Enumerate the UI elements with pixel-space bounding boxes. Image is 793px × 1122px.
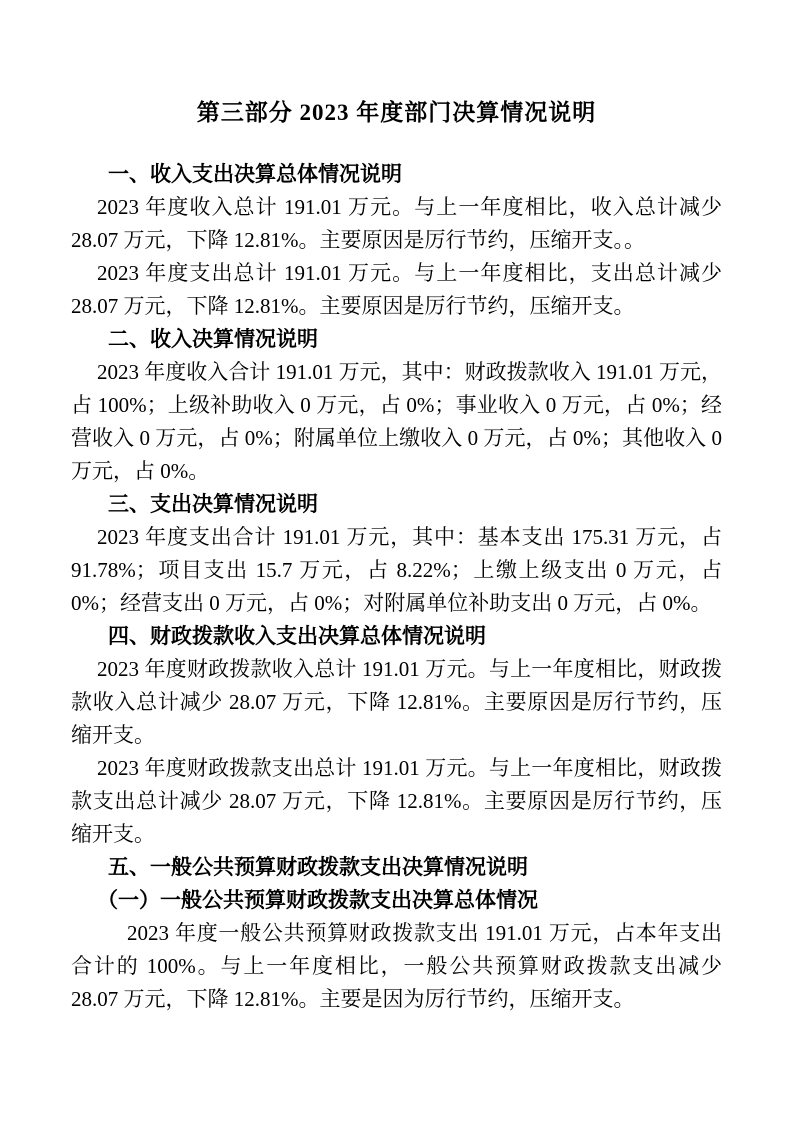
section-fiscal-appropriation-overview [71, 620, 722, 851]
section-general-public-budget [71, 851, 722, 1016]
paragraph-income-breakdown: 2023 年度收入合计 191.01 万元，其中：财政拨款收入 191.01 万元，占 100%；上级补助收入 0 万元，占 0%；事业收入 0 万元，占 0%；经营收入 0 万元，占 0%；附属单位上缴收入 0 万元，占 0%；其他收入 0 万元，占 0%。 [71, 360, 722, 483]
section-heading: 一、收入支出决算总体情况说明 [108, 162, 402, 186]
document-title: 第三部分 2023 年度部门决算情况说明 [196, 100, 597, 125]
section-heading: 二、收入决算情况说明 [108, 327, 318, 351]
paragraph-total-income: 2023 年度收入总计 191.01 万元。与上一年度相比，收入总计减少 28.07 万元，下降 12.81%。主要原因是厉行节约，压缩开支。。 [71, 195, 722, 252]
section-expenditure-final-accounts [71, 488, 722, 620]
section-heading: 四、财政拨款收入支出决算总体情况说明 [108, 624, 486, 648]
section-subheading: （一）一般公共预算财政拨款支出决算总体情况 [97, 888, 538, 912]
paragraph-expenditure-breakdown: 2023 年度支出合计 191.01 万元，其中：基本支出 175.31 万元，占 91.78%；项目支出 15.7 万元，占 8.22%；上缴上级支出 0 万元，占 0%；经营支出 0 万元，占 0%；对附属单位补助支出 0 万元，占 0%。 [71, 525, 722, 615]
paragraph-fiscal-expenditure: 2023 年度财政拨款支出总计 191.01 万元。与上一年度相比，财政拨款支出总计减少 28.07 万元，下降 12.81%。主要原因是厉行节约，压缩开支。 [71, 756, 722, 846]
section-income-expenditure-overview [71, 158, 722, 323]
section-heading: 三、支出决算情况说明 [108, 492, 318, 516]
paragraph-total-expenditure: 2023 年度支出总计 191.01 万元。与上一年度相比，支出总计减少 28.07 万元，下降 12.81%。主要原因是厉行节约，压缩开支。 [71, 261, 722, 318]
section-heading: 五、一般公共预算财政拨款支出决算情况说明 [108, 855, 528, 879]
paragraph-fiscal-income: 2023 年度财政拨款收入总计 191.01 万元。与上一年度相比，财政拨款收入总计减少 28.07 万元，下降 12.81%。主要原因是厉行节约，压缩开支。 [71, 657, 722, 747]
paragraph-general-public-budget-expenditure: 2023 年度一般公共预算财政拨款支出 191.01 万元，占本年支出合计的 100%。与上一年度相比，一般公共预算财政拨款支出减少 28.07 万元，下降 12.81%。主要是因为厉行节约，压缩开支。 [71, 921, 722, 1011]
section-income-final-accounts [71, 323, 722, 488]
